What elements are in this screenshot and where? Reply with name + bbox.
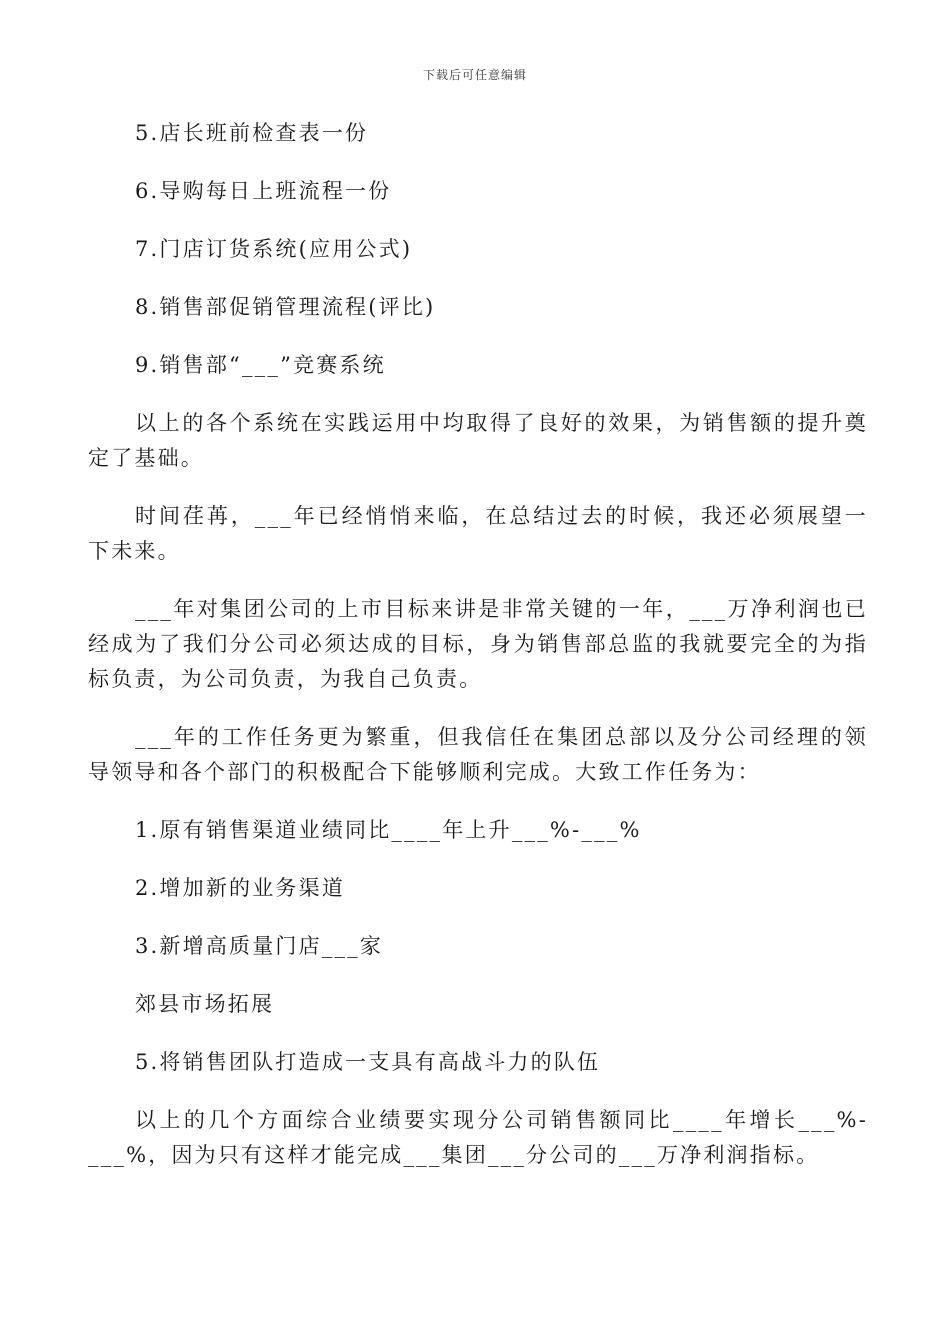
list-item: 9.销售部“___”竞赛系统	[135, 353, 386, 377]
paragraph: ___年对集团公司的上市目标来讲是非常关键的一年，___万净利润也已经成为了我们分公司必须达成的目标，身为销售部总监的我就要完全的为指标负责，为公司负责，为我自己负责。	[88, 597, 868, 691]
list-item: 2.增加新的业务渠道	[135, 876, 346, 900]
list-item: 郊县市场拓展	[135, 992, 275, 1016]
list-item: 5.将销售团队打造成一支具有高战斗力的队伍	[135, 1050, 601, 1074]
list-item: 6.导购每日上班流程一份	[135, 179, 392, 203]
list-item: 3.新增高质量门店___家	[135, 934, 384, 958]
list-item: 7.门店订货系统(应用公式)	[135, 237, 413, 261]
paragraph: 时间荏苒，___年已经悄悄来临，在总结过去的时候，我还必须展望一下未来。	[88, 504, 868, 563]
list-item: 1.原有销售渠道业绩同比____年上升___%-___%	[135, 818, 642, 842]
list-item: 8.销售部促销管理流程(评比)	[135, 295, 436, 319]
document-body	[88, 116, 868, 1173]
paragraph: ___年的工作任务更为繁重，但我信任在集团总部以及分公司经理的领导领导和各个部门的积极配合下能够顺利完成。大致工作任务为：	[88, 725, 868, 784]
page-header: 下载后可任意编辑	[422, 68, 527, 82]
paragraph: 以上的各个系统在实践运用中均取得了良好的效果，为销售额的提升奠定了基础。	[88, 411, 868, 470]
paragraph: 以上的几个方面综合业绩要实现分公司销售额同比____年增长___%-___%，因为只有这样才能完成___集团___分公司的___万净利润指标。	[88, 1108, 868, 1167]
list-item: 5.店长班前检查表一份	[135, 121, 369, 145]
